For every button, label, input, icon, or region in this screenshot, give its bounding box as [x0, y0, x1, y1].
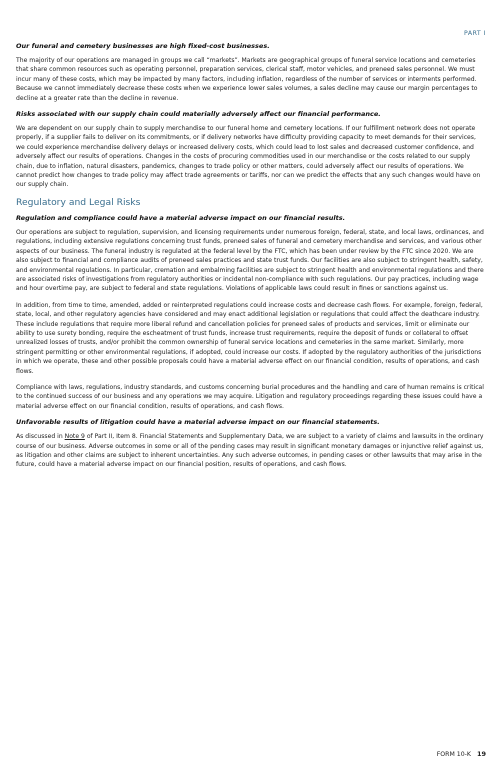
subhead-litigation: Unfavorable results of litigation could have a material adverse impact on our financial statements. [16, 418, 380, 427]
paragraph-regulation-3: Compliance with laws, regulations, industry standards, and customs concerning burial procedures and the handling and care of human remains is critical to the continued success of our business and any operations we may acquire. Litigation and regulatory proceedings regarding these issues could have a material adverse effect on our financial condition, results of operations, and cash flows. [16, 383, 484, 410]
paragraph-regulation-2: In addition, from time to time, amended, added or reinterpreted regulations could increase costs and decrease cash flows. For example, foreign, federal, state, local, and other regulatory agencies have considered and may enact additional legislation or regulations that could affect the deathcare industry. These include regulations that require more liberal refund and cancellation policies for preneed sales of products and services, limit or eliminate our ability to use surety bonding, require the escheatment of trust funds, increase trust requirements, require the deposit of funds or collateral to offset unrealized losses of trusts, and/or prohibit the common ownership of funeral service locations and cemeteries in the same market. Similarly, more stringent permitting or other environmental regulations, if adopted, could increase our costs. If adopted by the regulatory authorities of the jurisdictions in which we operate, these and other possible proposals could have a material adverse effect on our financial condition, results of operations, and cash flows. [16, 301, 483, 375]
paragraph-fixed-cost: The majority of our operations are managed in groups we call “markets”. Markets are geographical groups of funeral service locations and cemeteries that share common resources such as operating personnel, preparation services, clerical staff, motor vehicles, and preneed sales personnel. We must incur many of these costs, which may be impacted by many factors, including inflation, regardless of the number of services or interments performed. Because we cannot immediately decrease these costs when we experience lower sales volumes, a sales decline may cause our margin percentages to decline at a greater rate than the decline in revenue. [16, 57, 478, 102]
page-content [16, 42, 484, 477]
paragraph-litigation [16, 432, 484, 470]
subhead-supply-chain: Risks associated with our supply chain could materially adversely affect our financial performance. [16, 110, 381, 119]
page-number: 19 [476, 750, 486, 758]
form-label: FORM 10-K [436, 751, 471, 758]
subhead-regulation: Regulation and compliance could have a material adverse impact on our financial results. [16, 213, 346, 222]
litigation-text-pre: As discussed in [16, 433, 65, 441]
page-footer [437, 750, 486, 758]
paragraph-regulation-1: Our operations are subject to regulation, supervision, and licensing requirements under numerous foreign, federal, state, and local laws, ordinances, and regulations, including extensive regulations concerning trust funds, preneed sales of funeral and cemetery merchandise and services, and various other aspects of our business. The funeral industry is regulated at the federal level by the FTC, which has been under review by the FTC since 2020. We are also subject to financial and compliance audits of preneed sales practices and state trust funds. Our facilities are also subject to stringent health, safety, and environmental regulations. In particular, cremation and embalming facilities are subject to stringent health and environmental regulations and there are associated risks of investigations from regulatory authorities or incidental non-compliance with such regulations. Our pay practices, including wage and hour overtime pay, are subject to federal and state regulations. Violations of applicable laws could result in fines or sanctions against us. [16, 228, 484, 293]
subhead-fixed-cost: Our funeral and cemetery businesses are high fixed-cost businesses. [16, 42, 270, 50]
paragraph-supply-chain: We are dependent on our supply chain to supply merchandise to our funeral home and cemetery locations. If our fulfillment network does not operate properly, if a supplier fails to deliver on its commitments, or if delivery networks have difficulty providing capacity to meet demands for their services, we could experience merchandise delivery delays or increased delivery costs, which could lead to lost sales and decreased customer confidence, and adversely affect our results of operations. Changes in the costs of procuring commodities used in our merchandise or the costs related to our supply chain, due to inflation, natural disasters, pandemics, changes to trade policy or other matters, could adversely affect our results of operations. We cannot predict how changes to trade policy may affect trade agreements or tariffs, nor can we predict the effects that any such changes would have on our supply chain. [16, 125, 481, 189]
litigation-text-post: of Part II, Item 8. Financial Statements and Supplementary Data, we are subject to a variety of claims and lawsuits in the ordinary course of our business. Adverse outcomes in some or all of the pending cases may result in significant monetary damages or injunctive relief against us, as litigation and other claims are subject to inherent uncertainties. Any such adverse outcomes, in pending cases or other lawsuits that may arise in the future, could have a material adverse impact on our financial position, results of operations, and cash flows. [16, 433, 484, 469]
part-label: PART I [464, 30, 486, 37]
section-title-regulatory: Regulatory and Legal Risks [16, 196, 141, 208]
note-9-link[interactable]: Note 9 [64, 433, 85, 441]
